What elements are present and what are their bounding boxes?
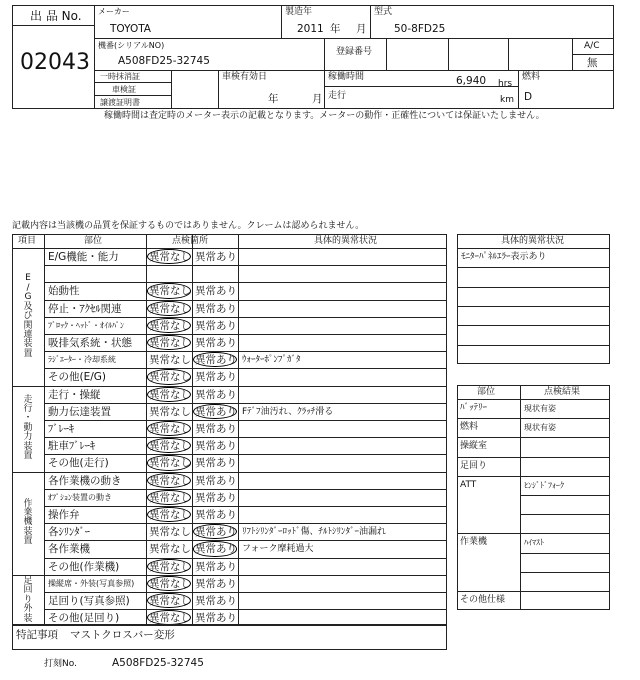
- row-divider: [44, 420, 447, 421]
- part-cell: ﾌﾞﾚｰｷ: [48, 423, 75, 435]
- right-bottom-result: ﾊｲﾏｽﾄ: [524, 538, 544, 548]
- detail-cell: ﾘﾌﾄｼﾘﾝﾀﾞｰﾛｯﾄﾞ傷、ﾁﾙﾄｼﾘﾝﾀﾞｰ油漏れ: [242, 527, 387, 538]
- abnormal-option[interactable]: 異常あり: [195, 423, 237, 435]
- part-cell: 操作弁: [48, 509, 80, 521]
- row-divider: [44, 454, 447, 455]
- serial-label: 機番(シリアルNO): [98, 41, 165, 50]
- row-divider: [44, 351, 447, 352]
- selected-oval: [147, 318, 191, 333]
- normal-option[interactable]: 異常なし: [149, 319, 191, 332]
- normal-option[interactable]: 異常なし: [149, 595, 191, 607]
- part-cell: E/G機能・能力: [48, 251, 119, 263]
- km-unit: km: [500, 95, 514, 105]
- abnormal-option[interactable]: 異常あり: [195, 337, 237, 349]
- header-part: 部位: [84, 236, 103, 246]
- right-top-row-divider: [457, 267, 610, 268]
- abnormal-option[interactable]: 異常あり: [195, 560, 237, 573]
- right-bottom-row-divider: [457, 457, 610, 458]
- row-divider: [44, 300, 447, 301]
- header-divider: [12, 248, 447, 249]
- abnormal-option[interactable]: 異常あり: [195, 371, 237, 384]
- row-divider: [44, 437, 447, 438]
- group-label: E / G 及 び 関 連 装 置: [23, 273, 33, 359]
- group-label: 足 回 り 外 装: [23, 576, 33, 624]
- right-bottom-row-divider: [520, 553, 610, 554]
- part-cell: 吸排気系統・状態: [48, 337, 132, 349]
- selected-oval: [147, 455, 191, 470]
- abnormal-option[interactable]: 異常あり: [195, 577, 237, 590]
- month-unit: 月: [356, 23, 367, 35]
- abnormal-option[interactable]: 異常あり: [195, 509, 237, 521]
- selected-oval: [147, 301, 191, 316]
- normal-option[interactable]: 異常なし: [149, 251, 191, 263]
- ac-label: A/C: [584, 41, 600, 51]
- right-bottom-part: ATT: [460, 479, 477, 490]
- maker-value: TOYOTA: [110, 23, 151, 35]
- year-value: 2011: [297, 23, 324, 35]
- group-label: 作 業 機 装 置: [23, 498, 33, 547]
- right-bottom-result: ﾋﾝｼﾞﾄﾞﾌｫｰｸ: [524, 480, 564, 490]
- right-bottom-header-divider: [457, 399, 610, 400]
- normal-option[interactable]: 異常なし: [149, 577, 191, 590]
- ac-value: 無: [587, 57, 598, 69]
- normal-option[interactable]: 異常なし: [149, 388, 191, 401]
- normal-option[interactable]: 異常なし: [149, 285, 191, 298]
- special-notes-label: 特記事項: [16, 629, 58, 641]
- normal-option[interactable]: 異常なし: [149, 543, 191, 556]
- year-label: 製造年: [285, 7, 313, 17]
- right-bottom-part: 操縦室: [460, 441, 488, 452]
- part-cell: 停止・ｱｸｾﾙ関連: [48, 302, 122, 315]
- part-cell: ﾗｼﾞｴｰﾀｰ・冷却系統: [48, 355, 116, 365]
- right-bottom-header-result: 点検結果: [544, 387, 581, 397]
- group-divider: [12, 386, 447, 387]
- right-bottom-part: ﾊﾞｯﾃﾘｰ: [460, 403, 488, 413]
- right-bottom-row-divider: [520, 572, 610, 573]
- part-cell: 各作業機の動き: [48, 474, 122, 487]
- right-top-row-divider: [457, 287, 610, 288]
- part-cell: その他(E/G): [48, 371, 107, 384]
- normal-option[interactable]: 異常なし: [149, 612, 191, 625]
- fuel-value: D: [524, 91, 533, 103]
- selected-oval: [147, 369, 191, 384]
- detail-cell: ｳｫｰﾀｰﾎﾟﾝﾌﾟｶﾞﾀ: [242, 355, 301, 366]
- abnormal-option[interactable]: 異常あり: [195, 440, 237, 453]
- part-cell: 各ｼﾘﾝﾀﾞｰ: [48, 526, 90, 539]
- maker-label: メーカー: [98, 7, 130, 16]
- abnormal-option[interactable]: 異常あり: [195, 302, 237, 315]
- normal-option[interactable]: 異常なし: [149, 526, 191, 539]
- group-divider: [12, 472, 447, 473]
- normal-option[interactable]: 異常なし: [149, 560, 191, 573]
- expiry-year-unit: 年: [268, 93, 279, 105]
- registration-label: 登録番号: [336, 47, 373, 57]
- right-bottom-row-divider: [457, 437, 610, 438]
- right-top-header: 具体的異常状況: [501, 236, 565, 246]
- group-divider: [12, 575, 447, 576]
- selected-oval: [147, 473, 191, 488]
- part-cell: 動力伝達装置: [48, 405, 111, 418]
- row-divider: [44, 317, 447, 318]
- part-cell: 始動性: [48, 285, 80, 298]
- abnormal-option[interactable]: 異常あり: [195, 526, 237, 539]
- fuel-label: 燃料: [522, 72, 541, 82]
- selected-oval: [193, 404, 237, 419]
- row-divider: [44, 523, 447, 524]
- right-bottom-row-divider: [457, 591, 610, 592]
- abnormal-option[interactable]: 異常あり: [195, 319, 237, 332]
- abnormal-option[interactable]: 異常あり: [195, 251, 237, 263]
- part-cell: 操縦席・外装(写真参照): [48, 578, 135, 588]
- normal-option[interactable]: 異常なし: [149, 457, 191, 470]
- group-label: 走 行 ・ 動 力 装 置: [23, 394, 33, 462]
- normal-option[interactable]: 異常なし: [149, 491, 191, 504]
- normal-option[interactable]: 異常なし: [149, 474, 191, 487]
- detail-cell: Fﾃﾞﾌ油汚れ、ｸﾗｯﾁ滑る: [242, 406, 334, 417]
- right-bottom-row-divider: [457, 533, 610, 534]
- abnormal-option[interactable]: 異常あり: [195, 285, 237, 298]
- right-bottom-row-divider: [520, 495, 610, 496]
- hours-value: 6,940: [456, 75, 487, 87]
- right-top-row-divider: [457, 325, 610, 326]
- part-cell: ｵﾌﾟｼｮﾝ装置の動き: [48, 492, 112, 502]
- row-divider: [44, 558, 447, 559]
- part-cell: その他(走行): [48, 457, 109, 470]
- inspection-cert-label: 車検証: [112, 85, 136, 94]
- selected-oval: [147, 387, 191, 402]
- hours-note: 稼働時間は査定時のメーター表示の記載となります。メーターの動作・正確性については保証いたしません。: [104, 111, 545, 121]
- hours-label: 稼働時間: [328, 72, 365, 82]
- part-cell: 駐車ﾌﾞﾚｰｷ: [48, 440, 96, 453]
- header-details: 具体的異常状況: [314, 236, 378, 246]
- right-bottom-result: 現状有姿: [524, 423, 556, 433]
- detail-cell: フォーク摩耗過大: [242, 544, 314, 555]
- right-bottom-result: 現状有姿: [524, 404, 556, 413]
- selected-oval: [147, 559, 191, 574]
- abnormal-option[interactable]: 異常あり: [195, 491, 237, 504]
- lot-number: 02043: [20, 50, 90, 75]
- inspection-expiry-label: 車検有効日: [222, 72, 268, 82]
- expiry-month-unit: 月: [312, 93, 323, 105]
- normal-option[interactable]: 異常なし: [149, 440, 191, 453]
- abnormal-option[interactable]: 異常あり: [195, 457, 237, 470]
- right-bottom-part: 作業機: [460, 537, 488, 548]
- normal-option[interactable]: 異常なし: [149, 371, 191, 384]
- normal-option[interactable]: 異常なし: [149, 354, 191, 367]
- abnormal-option[interactable]: 異常あり: [195, 595, 237, 607]
- column-divider: [44, 234, 45, 626]
- engraving-value: A508FD25-32745: [112, 657, 204, 669]
- right-bottom-row-divider: [457, 418, 610, 419]
- row-divider: [44, 334, 447, 335]
- lot-label: 出 品 No.: [30, 9, 82, 23]
- mileage-label: 走行: [328, 91, 347, 101]
- temp-permit-label: 一時抹消証: [100, 72, 140, 81]
- right-top-row-divider: [457, 306, 610, 307]
- column-divider: [238, 234, 239, 626]
- model-value: 50-8FD25: [394, 23, 446, 35]
- serial-value: A508FD25-32745: [118, 55, 210, 67]
- abnormal-option[interactable]: 異常あり: [195, 612, 237, 625]
- hours-unit: hrs: [498, 79, 513, 89]
- right-bottom-part: その他仕様: [460, 595, 506, 605]
- normal-option[interactable]: 異常なし: [149, 337, 191, 349]
- row-divider: [44, 265, 447, 266]
- engraving-label: 打刻No.: [44, 659, 77, 669]
- special-notes-value: マストクロスバー変形: [70, 629, 175, 641]
- right-bottom-row-divider: [520, 514, 610, 515]
- part-cell: 走行・操縦: [48, 388, 101, 401]
- row-divider: [44, 489, 447, 490]
- normal-option[interactable]: 異常なし: [149, 302, 191, 315]
- normal-option[interactable]: 異常なし: [149, 423, 191, 435]
- normal-option[interactable]: 異常なし: [149, 405, 191, 418]
- right-bottom-part: 足回り: [460, 460, 488, 471]
- row-divider: [44, 592, 447, 593]
- row-divider: [44, 282, 447, 283]
- right-bottom-row-divider: [457, 476, 610, 477]
- part-cell: その他(作業機): [48, 560, 120, 573]
- part-cell: 足回り(写真参照): [48, 595, 130, 607]
- year-unit: 年: [330, 23, 341, 35]
- abnormal-option[interactable]: 異常あり: [195, 405, 237, 418]
- right-bottom-part: 燃料: [460, 422, 479, 433]
- transfer-cert-label: 譲渡証明書: [100, 98, 140, 107]
- row-divider: [44, 609, 447, 610]
- model-label: 型式: [374, 7, 393, 17]
- selected-oval: [147, 490, 191, 505]
- row-divider: [44, 403, 447, 404]
- selected-oval: [147, 576, 191, 591]
- row-divider: [44, 540, 447, 541]
- right-top-row-divider: [457, 345, 610, 346]
- right-bottom-header-part: 部位: [477, 387, 496, 397]
- abnormal-option[interactable]: 異常あり: [195, 388, 237, 401]
- part-cell: ﾌﾞﾛｯｸ・ﾍｯﾄﾞ・ｵｲﾙﾊﾟﾝ: [48, 320, 124, 330]
- abnormal-option[interactable]: 異常あり: [195, 543, 237, 556]
- part-cell: 各作業機: [48, 543, 90, 556]
- header-check: 点検箇所: [172, 236, 209, 246]
- header-item: 項目: [18, 236, 37, 246]
- abnormal-option[interactable]: 異常あり: [195, 474, 237, 487]
- part-cell: その他(足回り): [48, 612, 120, 625]
- selected-oval: [147, 283, 191, 298]
- right-top-header-divider: [457, 248, 610, 249]
- disclaimer: 記載内容は当該機の品質を保証するものではありません。クレームは認められません。: [12, 221, 365, 231]
- row-divider: [44, 506, 447, 507]
- normal-option[interactable]: 異常なし: [149, 509, 191, 521]
- right-top-row: ﾓﾆﾀｰﾊﾟﾈﾙｴﾗｰ表示あり: [461, 252, 547, 262]
- abnormal-option[interactable]: 異常あり: [195, 354, 237, 367]
- row-divider: [44, 368, 447, 369]
- column-divider: [192, 234, 193, 626]
- selected-oval: [193, 541, 237, 556]
